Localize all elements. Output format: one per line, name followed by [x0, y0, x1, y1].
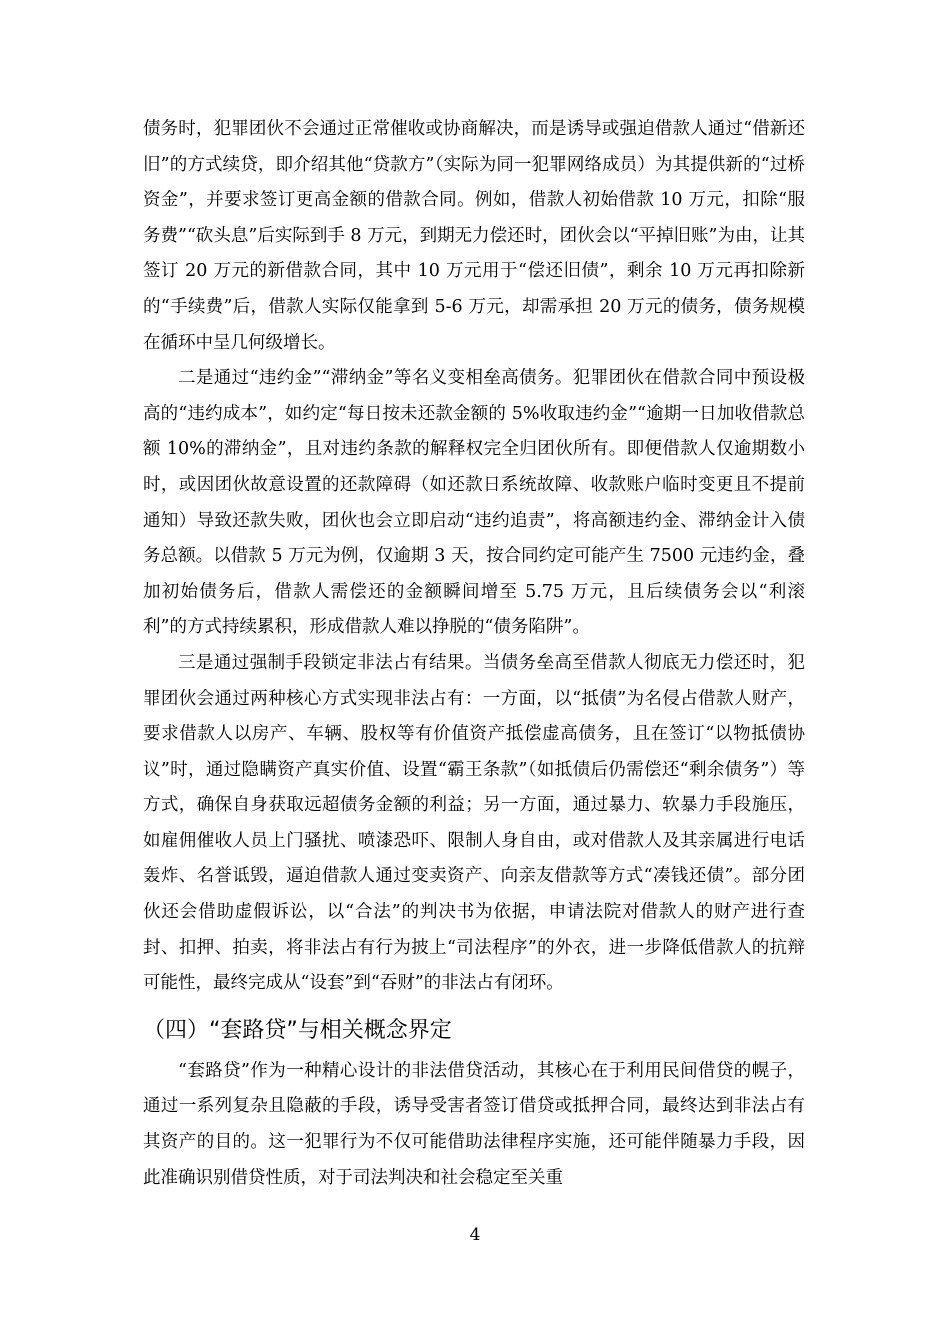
- page-number: 4: [469, 1225, 481, 1245]
- paragraph-penalty-fees: 二是通过“违约金”“滞纳金”等名义变相垒高债务。犯罪团伙在借款合同中预设极高的“违约成本”，如约定“每日按未还款金额的 5%收取违约金”“逾期一日加收借款总额 10%的滞纳金”，且对违约条款的解释权完全归团伙所有。即便借款人仅逾期数小时，或因团伙故意设置的还款障碍（如还款日系统故障、收款账户临时变更且不提前通知）导致还款失败，团伙也会立即启动“违约追责”，将高额违约金、滞纳金计入债务总额。以借款 5 万元为例，仅逾期 3 天，按合同约定可能产生 7500 元违约金，叠加初始债务后，借款人需偿还的金额瞬间增至 5.75 万元，且后续债务会以“利滚利”的方式持续累积，形成借款人难以挣脱的“债务陷阱”。: [143, 368, 805, 638]
- section-heading: （四）“套路贷”与相关概念界定: [143, 1017, 452, 1043]
- document-body: [143, 112, 805, 1196]
- paragraph-definition: “套路贷”作为一种精心设计的非法借贷活动，其核心在于利用民间借贷的幌子，通过一系列复杂且隐蔽的手段，诱导受害者签订借贷或抵押合同，最终达到非法占有其资产的目的。这一犯罪行为不仅可能借助法律程序实施，还可能伴随暴力手段，因此准确识别借贷性质，对于司法判决和社会稳定至关重: [143, 1060, 805, 1188]
- paragraph-continued: 债务时，犯罪团伙不会通过正常催收或协商解决，而是诱导或强迫借款人通过“借新还旧”的方式续贷，即介绍其他“贷款方”（实际为同一犯罪网络成员）为其提供新的“过桥资金”，并要求签订更高金额的借款合同。例如，借款人初始借款 10 万元，扣除“服务费”“砍头息”后实际到手 8 万元，到期无力偿还时，团伙会以“平掉旧账”为由，让其签订 20 万元的新借款合同，其中 10 万元用于“偿还旧债”，剩余 10 万元再扣除新的“手续费”后，借款人实际仅能拿到 5-6 万元，却需承担 20 万元的债务，债务规模在循环中呈几何级增长。: [143, 119, 805, 353]
- paragraph-forced-possession: 三是通过强制手段锁定非法占有结果。当债务垒高至借款人彻底无力偿还时，犯罪团伙会通过两种核心方式实现非法占有：一方面，以“抵债”为名侵占借款人财产，要求借款人以房产、车辆、股权等有价值资产抵偿虚高债务，且在签订“以物抵债协议”时，通过隐瞒资产真实价值、设置“霸王条款”（如抵债后仍需偿还“剩余债务”）等方式，确保自身获取远超债务金额的利益；另一方面，通过暴力、软暴力手段施压，如雇佣催收人员上门骚扰、喷漆恐吓、限制人身自由，或对借款人及其亲属进行电话轰炸、名誉诋毁，逼迫借款人通过变卖资产、向亲友借款等方式“凑钱还债”。部分团伙还会借助虚假诉讼，以“合法”的判决书为依据，申请法院对借款人的财产进行查封、扣押、拍卖，将非法占有行为披上“司法程序”的外衣，进一步降低借款人的抗辩可能性，最终完成从“设套”到“吞财”的非法占有闭环。: [143, 652, 805, 994]
